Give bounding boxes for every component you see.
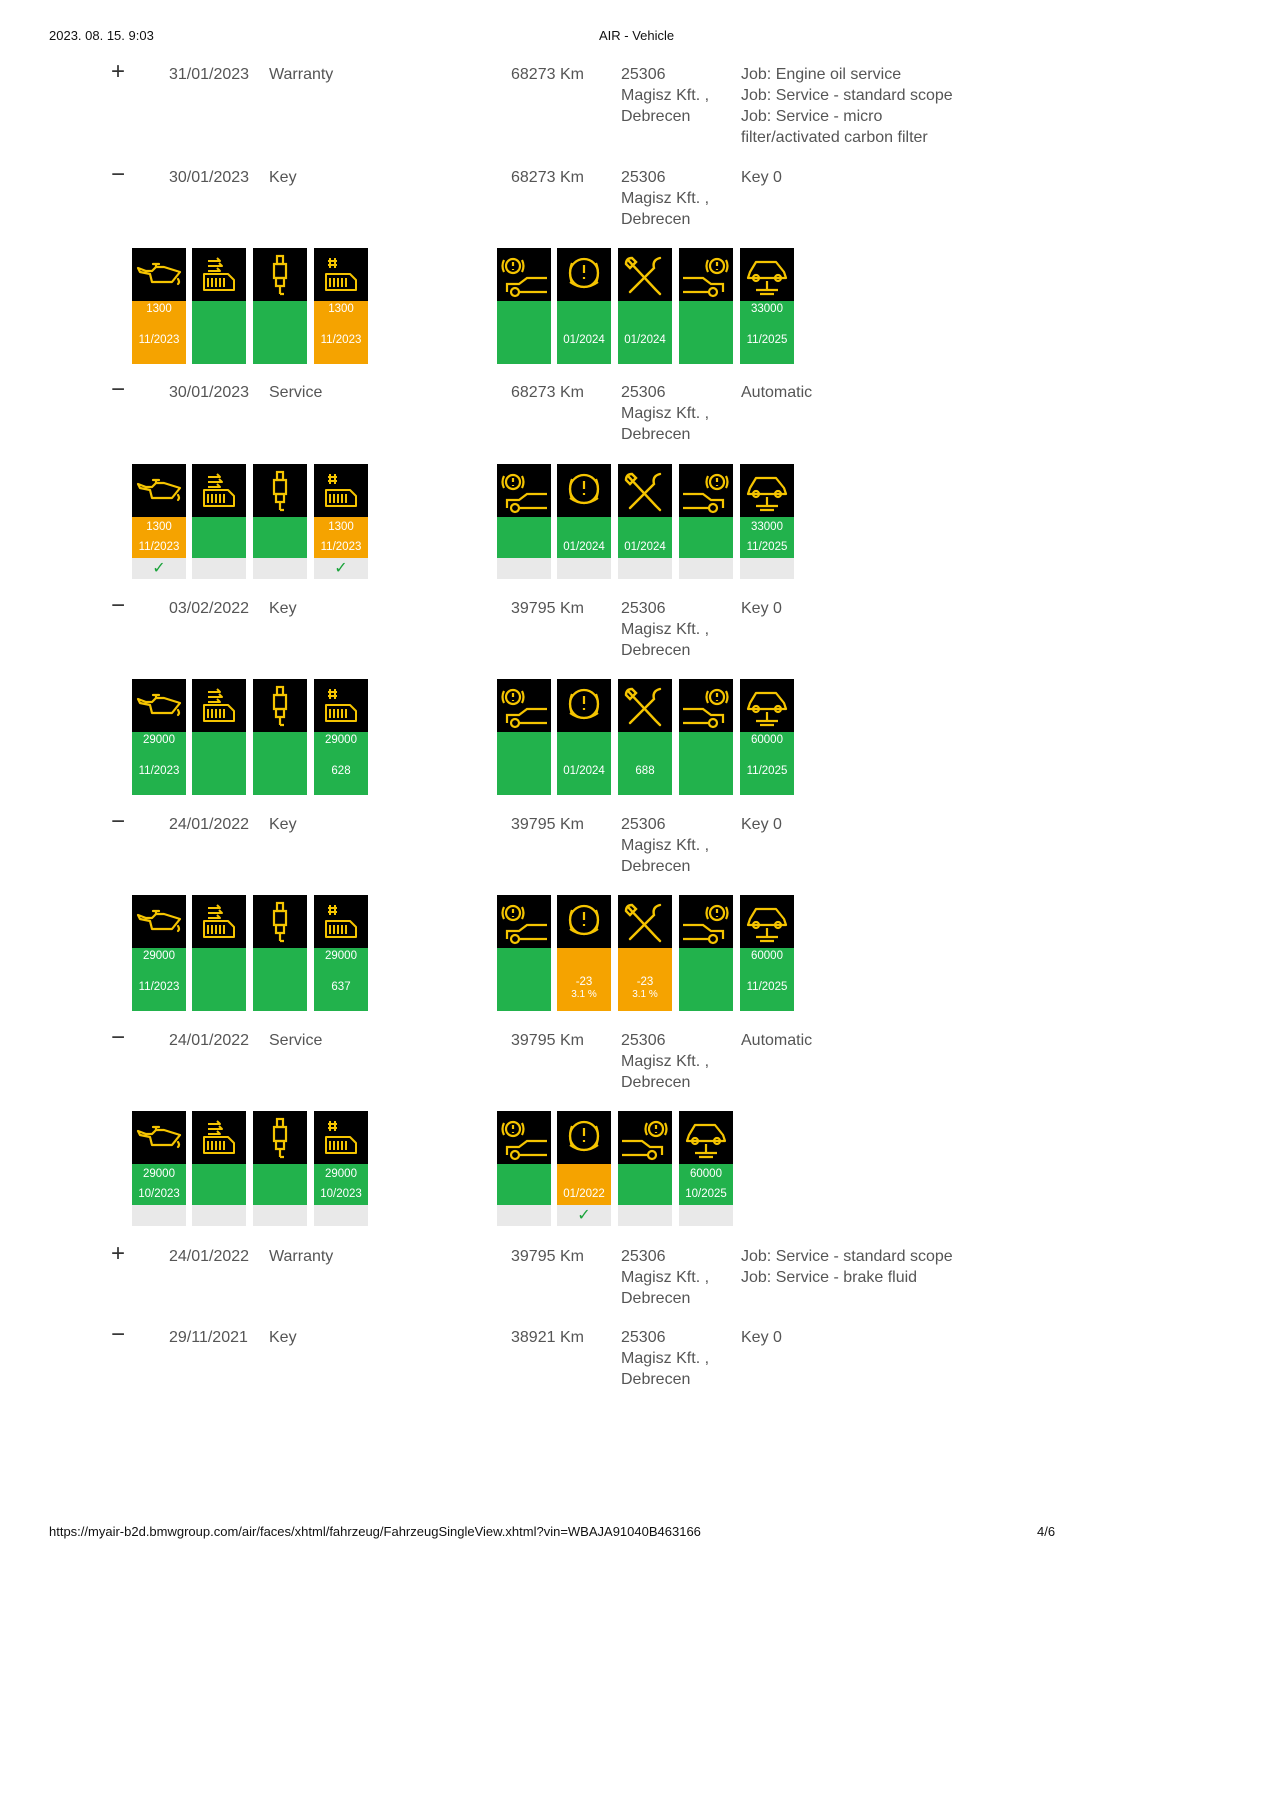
status-line1: 60000 xyxy=(751,734,783,746)
status-line1: 1300 xyxy=(146,303,172,315)
status-values xyxy=(132,732,186,795)
status-values xyxy=(497,948,551,1011)
dealer-line: 25306 xyxy=(621,1329,666,1346)
completed-check xyxy=(132,1205,186,1226)
vehicle-check-icon xyxy=(618,679,672,732)
status-line3: 3.1 % xyxy=(571,989,597,1000)
service-status-tile xyxy=(679,464,733,579)
service-status-tile xyxy=(132,464,186,579)
status-line2: 11/2025 xyxy=(746,981,788,993)
status-values xyxy=(497,301,551,364)
service-status-tile xyxy=(497,679,551,795)
status-line2: 10/2023 xyxy=(138,1188,180,1200)
microfilter-icon xyxy=(192,248,246,301)
service-status-tile xyxy=(618,895,672,1011)
entry-type: Key xyxy=(269,600,297,617)
detail-line: filter/activated carbon filter xyxy=(741,129,928,146)
spark-plug-icon xyxy=(253,248,307,301)
completed-check xyxy=(618,558,672,579)
detail-line: Job: Service - micro xyxy=(741,108,883,125)
detail-line: Key 0 xyxy=(741,600,782,617)
entry-date: 03/02/2022 xyxy=(169,600,250,617)
status-values xyxy=(314,948,368,1011)
status-line2: 01/2024 xyxy=(624,541,666,553)
dealer-line: Magisz Kft. , xyxy=(621,1053,710,1070)
status-line2: 637 xyxy=(331,981,351,993)
collapse-toggle[interactable]: − xyxy=(110,161,125,188)
collapse-toggle[interactable]: − xyxy=(110,376,125,403)
filter-icon xyxy=(314,679,368,732)
service-status-tile xyxy=(314,248,368,364)
entry-mileage: 39795 Km xyxy=(511,816,584,833)
front-brake-icon xyxy=(497,248,551,301)
microfilter-icon xyxy=(192,679,246,732)
status-line2: 11/2025 xyxy=(746,334,788,346)
expand-toggle[interactable]: + xyxy=(110,1240,125,1267)
status-values xyxy=(314,1164,368,1205)
brake-fluid-icon xyxy=(557,464,611,517)
completed-check xyxy=(192,558,246,579)
status-line1: 33000 xyxy=(751,521,783,533)
spark-plug-icon xyxy=(253,1111,307,1164)
completed-check: ✓ xyxy=(314,558,368,579)
vehicle-inspection-icon xyxy=(679,1111,733,1164)
status-values xyxy=(618,1164,672,1205)
status-values xyxy=(314,517,368,558)
completed-check xyxy=(679,558,733,579)
status-values xyxy=(192,732,246,795)
brake-fluid-icon xyxy=(557,1111,611,1164)
vehicle-check-icon xyxy=(618,895,672,948)
status-values xyxy=(740,301,794,364)
completed-check xyxy=(253,1205,307,1226)
page-number: 4/6 xyxy=(1037,1524,1056,1539)
collapse-toggle[interactable]: − xyxy=(110,1321,125,1348)
completed-check xyxy=(497,1205,551,1226)
status-line2: 628 xyxy=(331,765,351,777)
vehicle-inspection-icon xyxy=(740,679,794,732)
microfilter-icon xyxy=(192,464,246,517)
status-line2: 11/2023 xyxy=(138,541,180,553)
service-status-tile xyxy=(557,679,611,795)
entry-dealer xyxy=(621,1030,731,1093)
status-line2: 11/2025 xyxy=(746,541,788,553)
service-status-tile xyxy=(618,464,672,579)
status-values xyxy=(618,301,672,364)
status-values xyxy=(192,948,246,1011)
rear-brake-icon xyxy=(679,895,733,948)
status-values xyxy=(132,517,186,558)
service-status-tile xyxy=(253,464,307,579)
status-line1: 33000 xyxy=(751,303,783,315)
entry-date: 30/01/2023 xyxy=(169,169,250,186)
entry-date: 24/01/2022 xyxy=(169,816,250,833)
service-status-tile xyxy=(740,248,794,364)
detail-line: Key 0 xyxy=(741,816,782,833)
status-values xyxy=(497,1164,551,1205)
dealer-line: 25306 xyxy=(621,66,666,83)
vehicle-inspection-icon xyxy=(740,464,794,517)
entry-dealer xyxy=(621,1246,731,1309)
status-line2: 10/2023 xyxy=(320,1188,362,1200)
collapse-toggle[interactable]: − xyxy=(110,808,125,835)
service-status-tile xyxy=(314,679,368,795)
entry-detail xyxy=(741,64,981,148)
status-values xyxy=(618,732,672,795)
status-line2: 01/2024 xyxy=(624,334,666,346)
status-line1: 60000 xyxy=(751,950,783,962)
dealer-line: Debrecen xyxy=(621,1290,691,1307)
rear-brake-icon xyxy=(679,248,733,301)
status-line1: 1300 xyxy=(146,521,172,533)
rear-brake-icon xyxy=(618,1111,672,1164)
entry-date: 29/11/2021 xyxy=(169,1329,248,1346)
status-values xyxy=(253,517,307,558)
status-values xyxy=(192,517,246,558)
spark-plug-icon xyxy=(253,464,307,517)
entry-type: Service xyxy=(269,1032,323,1049)
status-values xyxy=(679,301,733,364)
entry-mileage: 38921 Km xyxy=(511,1329,584,1346)
microfilter-icon xyxy=(192,1111,246,1164)
service-status-tile xyxy=(314,895,368,1011)
status-line1: 29000 xyxy=(325,1168,357,1180)
dealer-line: 25306 xyxy=(621,169,666,186)
status-values xyxy=(679,517,733,558)
status-values xyxy=(618,948,672,1011)
filter-icon xyxy=(314,895,368,948)
microfilter-icon xyxy=(192,895,246,948)
completed-check xyxy=(679,1205,733,1226)
completed-check xyxy=(497,558,551,579)
dealer-line: 25306 xyxy=(621,816,666,833)
status-values xyxy=(557,301,611,364)
detail-line: Key 0 xyxy=(741,169,782,186)
service-status-tile xyxy=(557,248,611,364)
dealer-line: Debrecen xyxy=(621,1074,691,1091)
completed-check: ✓ xyxy=(132,558,186,579)
dealer-line: Debrecen xyxy=(621,858,691,875)
collapse-toggle[interactable]: − xyxy=(110,592,125,619)
detail-line: Job: Service - standard scope xyxy=(741,87,953,104)
service-status-tile xyxy=(132,248,186,364)
status-line1: 60000 xyxy=(690,1168,722,1180)
engine-oil-icon xyxy=(132,895,186,948)
status-line2: 01/2024 xyxy=(563,541,605,553)
status-line2: -23 xyxy=(636,976,654,988)
status-line2: 10/2025 xyxy=(685,1188,727,1200)
spark-plug-icon xyxy=(253,679,307,732)
service-status-tile xyxy=(192,248,246,364)
service-status-tile xyxy=(192,679,246,795)
entry-dealer xyxy=(621,64,731,127)
status-values xyxy=(253,948,307,1011)
entry-dealer xyxy=(621,1327,731,1390)
completed-check xyxy=(192,1205,246,1226)
status-line1: 29000 xyxy=(143,950,175,962)
entry-type: Key xyxy=(269,169,297,186)
service-status-tile xyxy=(314,1111,368,1226)
front-brake-icon xyxy=(497,679,551,732)
service-status-tile xyxy=(314,464,368,579)
status-values xyxy=(740,732,794,795)
status-values xyxy=(253,301,307,364)
vehicle-inspection-icon xyxy=(740,248,794,301)
filter-icon xyxy=(314,464,368,517)
completed-check xyxy=(740,558,794,579)
service-status-tile xyxy=(253,248,307,364)
status-line2: 01/2022 xyxy=(563,1188,605,1200)
status-line2: 11/2023 xyxy=(138,334,180,346)
status-line1: 29000 xyxy=(325,734,357,746)
status-values xyxy=(314,301,368,364)
service-status-tile xyxy=(497,464,551,579)
vehicle-check-icon xyxy=(618,464,672,517)
service-status-tile xyxy=(192,464,246,579)
status-values xyxy=(253,1164,307,1205)
service-status-tile xyxy=(192,895,246,1011)
entry-detail xyxy=(741,382,981,403)
status-line2: 11/2023 xyxy=(320,334,362,346)
completed-check xyxy=(253,558,307,579)
dealer-line: Debrecen xyxy=(621,642,691,659)
service-status-tile xyxy=(132,1111,186,1226)
engine-oil-icon xyxy=(132,679,186,732)
status-line1: 29000 xyxy=(325,950,357,962)
entry-detail xyxy=(741,1327,981,1348)
status-values xyxy=(497,517,551,558)
dealer-line: 25306 xyxy=(621,384,666,401)
entry-type: Key xyxy=(269,1329,297,1346)
dealer-line: Magisz Kft. , xyxy=(621,837,710,854)
service-status-tile xyxy=(557,895,611,1011)
dealer-line: Debrecen xyxy=(621,426,691,443)
service-status-tile xyxy=(618,248,672,364)
dealer-line: Debrecen xyxy=(621,108,691,125)
service-status-tile xyxy=(618,1111,672,1226)
brake-fluid-icon xyxy=(557,679,611,732)
vehicle-check-icon xyxy=(618,248,672,301)
service-status-tile xyxy=(679,1111,733,1226)
status-values xyxy=(192,301,246,364)
service-status-tile xyxy=(740,679,794,795)
status-line2: 01/2024 xyxy=(563,765,605,777)
entry-dealer xyxy=(621,382,731,445)
spark-plug-icon xyxy=(253,895,307,948)
detail-line: Job: Service - brake fluid xyxy=(741,1269,918,1286)
dealer-line: Magisz Kft. , xyxy=(621,1350,710,1367)
status-line1: 1300 xyxy=(328,521,354,533)
service-status-tile xyxy=(497,895,551,1011)
status-values xyxy=(740,948,794,1011)
completed-check: ✓ xyxy=(557,1205,611,1226)
entry-detail xyxy=(741,814,981,835)
service-status-tile xyxy=(679,679,733,795)
completed-check xyxy=(557,558,611,579)
entry-mileage: 68273 Km xyxy=(511,169,584,186)
dealer-line: Magisz Kft. , xyxy=(621,190,710,207)
dealer-line: 25306 xyxy=(621,600,666,617)
entry-detail xyxy=(741,1030,981,1051)
entry-mileage: 68273 Km xyxy=(511,384,584,401)
filter-icon xyxy=(314,248,368,301)
status-line2: 11/2023 xyxy=(320,541,362,553)
page-title: AIR - Vehicle xyxy=(599,28,675,43)
engine-oil-icon xyxy=(132,248,186,301)
status-line2: 11/2023 xyxy=(138,981,180,993)
dealer-line: Magisz Kft. , xyxy=(621,405,710,422)
dealer-line: Magisz Kft. , xyxy=(621,87,710,104)
print-datetime: 2023. 08. 15. 9:03 xyxy=(49,28,154,43)
status-values xyxy=(314,732,368,795)
status-values xyxy=(132,301,186,364)
entry-date: 24/01/2022 xyxy=(169,1248,250,1265)
status-values xyxy=(192,1164,246,1205)
completed-check xyxy=(618,1205,672,1226)
status-line2: 11/2023 xyxy=(138,765,180,777)
status-line2: 11/2025 xyxy=(746,765,788,777)
status-values xyxy=(679,948,733,1011)
service-status-tile xyxy=(497,248,551,364)
service-status-tile xyxy=(192,1111,246,1226)
engine-oil-icon xyxy=(132,464,186,517)
entry-date: 24/01/2022 xyxy=(169,1032,250,1049)
entry-detail xyxy=(741,598,981,619)
front-brake-icon xyxy=(497,1111,551,1164)
brake-fluid-icon xyxy=(557,895,611,948)
entry-type: Key xyxy=(269,816,297,833)
collapse-toggle[interactable]: − xyxy=(110,1024,125,1051)
service-status-tile xyxy=(679,248,733,364)
service-status-tile xyxy=(497,1111,551,1226)
detail-line: Job: Engine oil service xyxy=(741,66,902,83)
vehicle-inspection-icon xyxy=(740,895,794,948)
detail-line: Job: Service - standard scope xyxy=(741,1248,953,1265)
dealer-line: Debrecen xyxy=(621,211,691,228)
dealer-line: 25306 xyxy=(621,1248,666,1265)
entry-date: 31/01/2023 xyxy=(169,66,250,83)
service-status-tile xyxy=(740,464,794,579)
status-values xyxy=(497,732,551,795)
service-status-tile xyxy=(253,895,307,1011)
status-values xyxy=(132,1164,186,1205)
entry-type: Warranty xyxy=(269,1248,334,1265)
entry-type: Service xyxy=(269,384,323,401)
service-status-tile xyxy=(253,1111,307,1226)
status-line2: 688 xyxy=(635,765,655,777)
dealer-line: 25306 xyxy=(621,1032,666,1049)
rear-brake-icon xyxy=(679,679,733,732)
status-values xyxy=(679,732,733,795)
status-values xyxy=(618,517,672,558)
dealer-line: Debrecen xyxy=(621,1371,691,1388)
status-values xyxy=(740,517,794,558)
service-status-tile xyxy=(132,895,186,1011)
service-status-tile xyxy=(618,679,672,795)
expand-toggle[interactable]: + xyxy=(110,58,125,85)
detail-line: Automatic xyxy=(741,384,813,401)
dealer-line: Magisz Kft. , xyxy=(621,621,710,638)
service-status-tile xyxy=(253,679,307,795)
brake-fluid-icon xyxy=(557,248,611,301)
service-status-tile xyxy=(740,895,794,1011)
detail-line: Key 0 xyxy=(741,1329,782,1346)
status-values xyxy=(557,1164,611,1205)
status-values xyxy=(132,948,186,1011)
rear-brake-icon xyxy=(679,464,733,517)
entry-mileage: 68273 Km xyxy=(511,66,584,83)
status-line1: 1300 xyxy=(328,303,354,315)
service-status-tile xyxy=(132,679,186,795)
entry-detail xyxy=(741,167,981,188)
front-brake-icon xyxy=(497,464,551,517)
dealer-line: Magisz Kft. , xyxy=(621,1269,710,1286)
entry-mileage: 39795 Km xyxy=(511,600,584,617)
status-values xyxy=(679,1164,733,1205)
entry-date: 30/01/2023 xyxy=(169,384,250,401)
status-values xyxy=(557,948,611,1011)
entry-dealer xyxy=(621,598,731,661)
front-brake-icon xyxy=(497,895,551,948)
entry-detail xyxy=(741,1246,981,1288)
status-line1: 29000 xyxy=(143,1168,175,1180)
status-values xyxy=(557,732,611,795)
filter-icon xyxy=(314,1111,368,1164)
status-line2: -23 xyxy=(575,976,593,988)
footer-url: https://myair-b2d.bmwgroup.com/air/faces/xhtml/fahrzeug/FahrzeugSingleView.xhtml?vin=WBAJA91040B463166 xyxy=(49,1524,701,1539)
status-line2: 01/2024 xyxy=(563,334,605,346)
service-status-tile xyxy=(557,1111,611,1226)
status-line3: 3.1 % xyxy=(632,989,658,1000)
status-values xyxy=(253,732,307,795)
entry-mileage: 39795 Km xyxy=(511,1248,584,1265)
engine-oil-icon xyxy=(132,1111,186,1164)
status-line1: 29000 xyxy=(143,734,175,746)
status-values xyxy=(557,517,611,558)
completed-check xyxy=(314,1205,368,1226)
entry-type: Warranty xyxy=(269,66,334,83)
entry-mileage: 39795 Km xyxy=(511,1032,584,1049)
detail-line: Automatic xyxy=(741,1032,813,1049)
service-status-tile xyxy=(679,895,733,1011)
entry-dealer xyxy=(621,167,731,230)
entry-dealer xyxy=(621,814,731,877)
service-status-tile xyxy=(557,464,611,579)
